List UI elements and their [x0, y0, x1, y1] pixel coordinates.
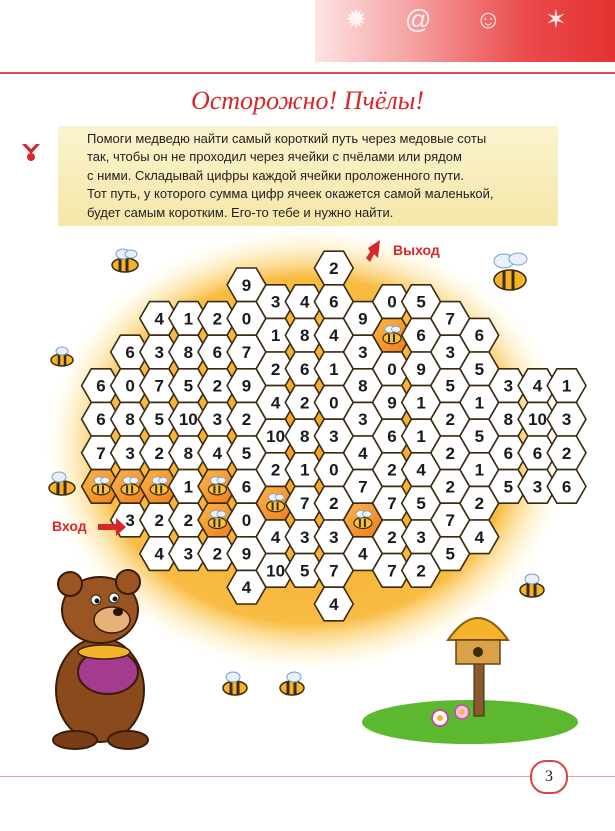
hex-number: 4	[270, 527, 281, 547]
star-doodle-icon: ✶	[545, 4, 567, 34]
hex-number: 10	[178, 410, 198, 430]
hex-number: 7	[445, 511, 455, 531]
bee-icon	[280, 672, 304, 695]
hex-number: 3	[299, 527, 310, 547]
hex-number: 6	[474, 326, 485, 346]
hex-number: 3	[212, 410, 223, 430]
hex-number: 3	[125, 443, 135, 463]
bee-icon	[267, 494, 285, 512]
hex-number: 5	[416, 494, 426, 514]
hex-number: 4	[329, 326, 339, 346]
hex-number: 2	[561, 443, 572, 463]
entry-label: Вход	[52, 518, 87, 534]
hex-number: 8	[503, 410, 514, 430]
bee-icon	[383, 326, 401, 344]
hex-number: 6	[503, 443, 514, 463]
hex-number: 5	[416, 292, 426, 312]
hex-number: 4	[358, 544, 368, 564]
hex-number: 5	[154, 410, 164, 430]
hex-number: 7	[299, 494, 310, 514]
hex-number: 5	[474, 427, 485, 446]
hex-number: 6	[125, 342, 135, 362]
hex-number: 3	[154, 342, 164, 362]
hex-number: 5	[299, 561, 310, 581]
hex-number: 2	[212, 309, 223, 329]
hex-number: 0	[329, 393, 339, 413]
hex-number: 6	[96, 376, 106, 396]
hex-number: 1	[299, 460, 310, 480]
hex-number: 8	[125, 410, 135, 430]
hex-number: 1	[329, 359, 339, 379]
hex-number: 1	[183, 477, 194, 497]
hex-number: 2	[212, 376, 223, 396]
bee-icon	[92, 477, 110, 495]
smiley-doodle-icon: ☺	[475, 4, 502, 34]
hex-number: 9	[241, 376, 252, 396]
hex-number: 2	[270, 460, 281, 480]
hex-number: 3	[416, 527, 426, 547]
page-number: 3	[530, 760, 568, 794]
hex-number: 5	[445, 544, 455, 564]
bee-icon	[520, 574, 544, 597]
bee-icon	[208, 511, 226, 529]
hex-number: 0	[241, 309, 252, 329]
hex-number: 2	[445, 477, 455, 497]
hex-number: 4	[416, 460, 426, 480]
hex-number: 3	[532, 477, 543, 497]
hex-number: 0	[241, 511, 252, 531]
hex-number: 7	[358, 477, 368, 497]
hex-number: 10	[528, 410, 547, 430]
hex-number: 6	[416, 326, 426, 346]
hex-number: 3	[445, 342, 455, 362]
hex-number: 7	[445, 309, 455, 329]
hex-number: 2	[270, 359, 281, 379]
hex-number: 5	[445, 376, 455, 396]
hex-number: 6	[387, 427, 397, 446]
hex-number: 7	[329, 561, 339, 581]
hex-number: 7	[154, 376, 164, 396]
hex-number: 1	[416, 427, 426, 446]
hex-number: 9	[416, 359, 426, 379]
hex-number: 10	[266, 427, 286, 446]
hex-number: 6	[532, 443, 543, 463]
hex-number: 9	[387, 393, 397, 413]
sun-doodle-icon: ✹	[345, 4, 367, 34]
bear-illustration	[53, 570, 148, 749]
bee-icon	[150, 477, 168, 495]
hex-number: 7	[241, 342, 252, 362]
hex-number: 9	[241, 275, 252, 295]
hex-number: 3	[358, 410, 368, 430]
hex-number: 2	[329, 494, 339, 514]
hex-number: 3	[183, 544, 194, 564]
hex-number: 1	[183, 309, 194, 329]
hex-number: 4	[358, 443, 368, 463]
hex-number: 2	[212, 544, 223, 564]
hex-number: 0	[125, 376, 135, 396]
instruction-line: будет самым коротким. Его-то тебе и нужно найти.	[87, 204, 394, 220]
hex-number: 8	[299, 427, 310, 446]
hex-number: 0	[387, 359, 397, 379]
hex-number: 7	[387, 494, 397, 514]
hex-number: 1	[561, 376, 572, 396]
hex-number: 4	[329, 595, 339, 615]
bee-icon	[223, 672, 247, 695]
hex-number: 1	[474, 393, 485, 413]
hex-number: 8	[358, 376, 368, 396]
hex-number: 0	[387, 292, 397, 312]
hex-number: 3	[329, 527, 339, 547]
hex-number: 6	[329, 292, 339, 312]
hex-number: 4	[212, 443, 223, 463]
hex-number: 5	[474, 359, 485, 379]
hex-number: 5	[241, 443, 252, 463]
hex-number: 3	[329, 427, 339, 446]
exit-label: Выход	[393, 242, 440, 258]
hex-number: 2	[387, 527, 397, 547]
hex-number: 8	[183, 342, 194, 362]
hex-number: 10	[266, 561, 286, 581]
hex-number: 6	[299, 359, 310, 379]
hex-number: 4	[154, 544, 164, 564]
hex-number: 2	[329, 258, 339, 278]
hex-number: 5	[183, 376, 194, 396]
bee-icon	[112, 249, 138, 272]
hex-number: 7	[96, 443, 106, 463]
hex-number: 7	[387, 561, 397, 581]
hex-number: 5	[503, 477, 514, 497]
hex-number: 0	[329, 460, 339, 480]
instruction-line: Тот путь, у которого сумма цифр ячеек окажется самой маленькой,	[87, 186, 494, 202]
hex-number: 3	[503, 376, 514, 396]
hex-number: 2	[416, 561, 426, 581]
bee-icon	[51, 347, 73, 366]
hex-number: 2	[183, 511, 194, 531]
hex-number: 9	[241, 544, 252, 564]
hex-number: 3	[270, 292, 281, 312]
instruction-line: Помоги медведю найти самый короткий путь через медовые соты	[87, 131, 487, 146]
hex-number: 2	[445, 410, 455, 430]
hex-number: 2	[154, 511, 164, 531]
hex-number: 2	[299, 393, 310, 413]
hex-number: 6	[212, 342, 223, 362]
hex-number: 2	[241, 410, 252, 430]
hex-number: 2	[154, 443, 164, 463]
hex-number: 4	[474, 527, 485, 547]
hex-number: 4	[299, 292, 310, 312]
hex-number: 2	[445, 443, 455, 463]
hex-number: 6	[96, 410, 106, 430]
hex-number: 8	[299, 326, 310, 346]
hex-number: 6	[241, 477, 252, 497]
hex-number: 3	[125, 511, 135, 531]
hex-number: 1	[416, 393, 426, 413]
instruction-line: с ними. Складывай цифры каждой ячейки проложенного пути.	[87, 167, 465, 183]
bee-icon	[121, 477, 139, 495]
page-title: Осторожно! Пчёлы!	[190, 86, 424, 115]
hex-number: 3	[561, 410, 572, 430]
hex-number: 4	[154, 309, 164, 329]
swirl-doodle-icon: @	[405, 4, 432, 34]
hex-number: 6	[561, 477, 572, 497]
hex-number: 4	[532, 376, 543, 396]
hex-number: 9	[358, 309, 368, 329]
hex-number: 3	[358, 342, 368, 362]
hex-number: 8	[183, 443, 194, 463]
instruction-line: так, чтобы он не проходил через ячейки с пчёлами или рядом	[87, 149, 462, 165]
hex-number: 1	[474, 460, 485, 480]
hex-number: 4	[241, 578, 252, 598]
hex-number: 2	[387, 460, 397, 480]
bee-icon	[208, 477, 226, 495]
bee-icon	[354, 511, 372, 529]
hex-number: 2	[474, 494, 485, 514]
bee-icon	[494, 253, 527, 290]
hex-number: 1	[270, 326, 281, 346]
bottom-rule	[0, 776, 615, 777]
hex-number: 4	[270, 393, 281, 413]
